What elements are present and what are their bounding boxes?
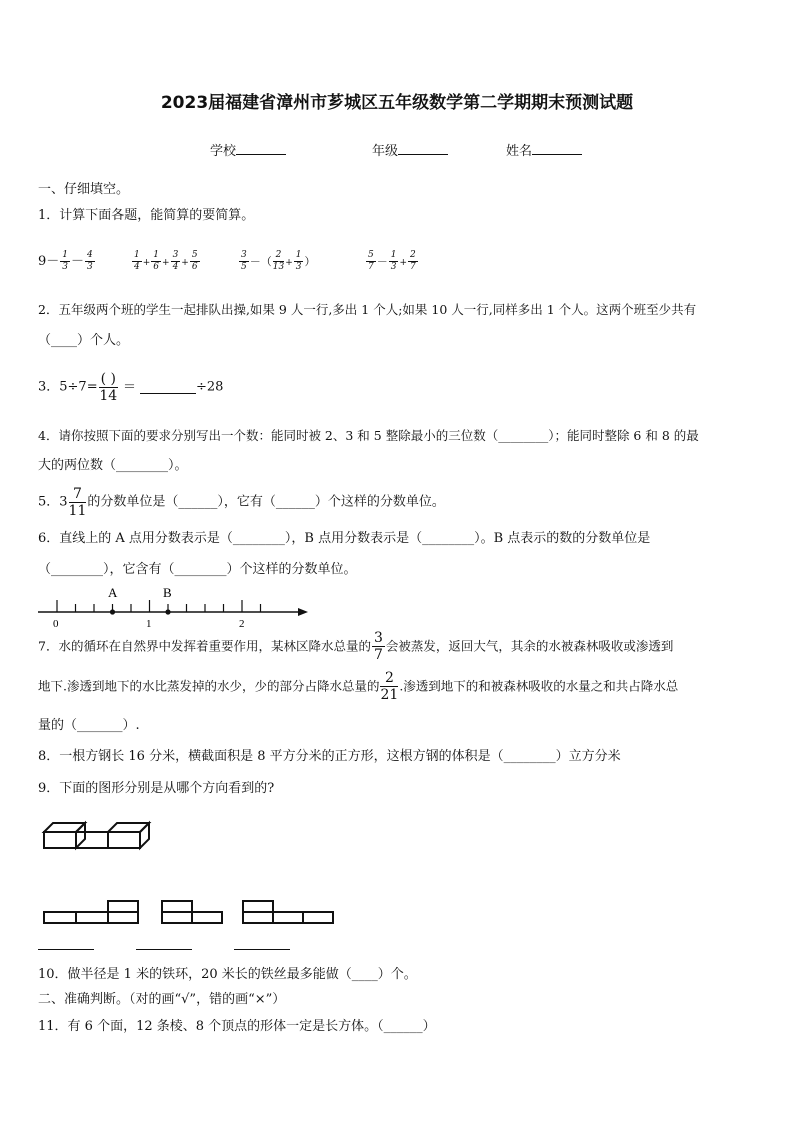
- grade-label: 年级: [372, 144, 399, 159]
- label-b: B: [163, 585, 172, 600]
- view-2-answer-line[interactable]: [136, 949, 192, 950]
- question-8: 8．一根方钢长 16 分米，横截面积是 8 平方分米的正方形，这根方钢的体积是（________）立方分米: [38, 749, 621, 764]
- question-7-line-3: 量的（_______）.: [38, 718, 140, 733]
- question-5: 5．3 $\frac{7}{11}$ 的分数单位是（______），它有（______）个这样的分数单位。: [38, 486, 445, 519]
- question-3: 3．5÷7= $\frac{( )}{14}$ ＝ ÷28: [38, 371, 224, 404]
- section-2-heading: 二、准确判断。（对的画“√”，错的画“×”）: [38, 992, 286, 1007]
- question-2-line-2: （____）个人。: [38, 333, 130, 348]
- view-3: [243, 901, 333, 923]
- section-1-heading: 一、仔细填空。: [38, 182, 130, 197]
- question-6-line-1: 6．直线上的 A 点用分数表示是（________），B 点用分数表示是（________）。B 点表示的数的分数单位是: [38, 531, 651, 546]
- question-7-line-1: 7．水的循环在自然界中发挥着重要作用，某林区降水总量的 $\frac{3}{7}$ 会被蒸发，返回大气，其余的水被森林吸收或渗透到: [38, 630, 674, 663]
- page-title: 2023届福建省漳州市芗城区五年级数学第二学期期末预测试题: [160, 93, 634, 113]
- q1-expression-4: $\frac{5}{7}$ － $\frac{1}{3}$ + $\frac{2}{7}$: [368, 250, 416, 272]
- question-10: 10．做半径是 1 米的铁环，20 米长的铁丝最多能做（____）个。: [38, 967, 417, 982]
- question-11: 11．有 6 个面，12 条棱、8 个顶点的形体一定是长方体。（______）: [38, 1019, 436, 1034]
- view-1-answer-line[interactable]: [38, 949, 94, 950]
- view-1: [44, 901, 138, 923]
- question-1-text: 1．计算下面各题，能简算的要简算。: [38, 208, 255, 223]
- question-4-line-2: 大的两位数（________）。: [38, 458, 188, 473]
- question-4-line-1: 4．请你按照下面的要求分别写出一个数：能同时被 2、3 和 5 整除最小的三位数（________）；能同时整除 6 和 8 的最: [38, 428, 699, 443]
- view-3-answer-line[interactable]: [234, 949, 290, 950]
- question-2-line-1: 2．五年级两个班的学生一起排队出操,如果 9 人一行,多出 1 个人;如果 10 人一行,同样多出 1 个人。这两个班至少共有: [38, 302, 697, 317]
- question-7-line-2: 地下.渗透到地下的水比蒸发掉的水少，少的部分占降水总量的 $\frac{2}{21}$ .渗透到地下的和被森林吸收的水量之和共占降水总: [38, 670, 679, 703]
- question-6-line-2: （________），它含有（________）个这样的分数单位。: [38, 562, 357, 577]
- tick-label-0: 0: [53, 618, 59, 630]
- tick-label-1: 1: [146, 618, 152, 630]
- label-a: A: [108, 585, 118, 600]
- name-label: 姓名: [506, 144, 533, 159]
- view-2: [162, 901, 222, 923]
- q1-expression-2: $\frac{1}{4}$ + $\frac{1}{6}$ + $\frac{3}{4}$ + $\frac{5}{6}$: [134, 250, 198, 272]
- school-label: 学校: [210, 144, 237, 159]
- question-9: 9．下面的图形分别是从哪个方向看到的?: [38, 781, 275, 796]
- tick-label-2: 2: [239, 618, 245, 630]
- q1-expression-1: 9－ $\frac{1}{3}$ － $\frac{4}{3}$: [38, 250, 93, 272]
- q1-expression-3: $\frac{3}{5}$ －（ $\frac{2}{13}$ + $\frac{1}{3}$ ）: [241, 250, 316, 272]
